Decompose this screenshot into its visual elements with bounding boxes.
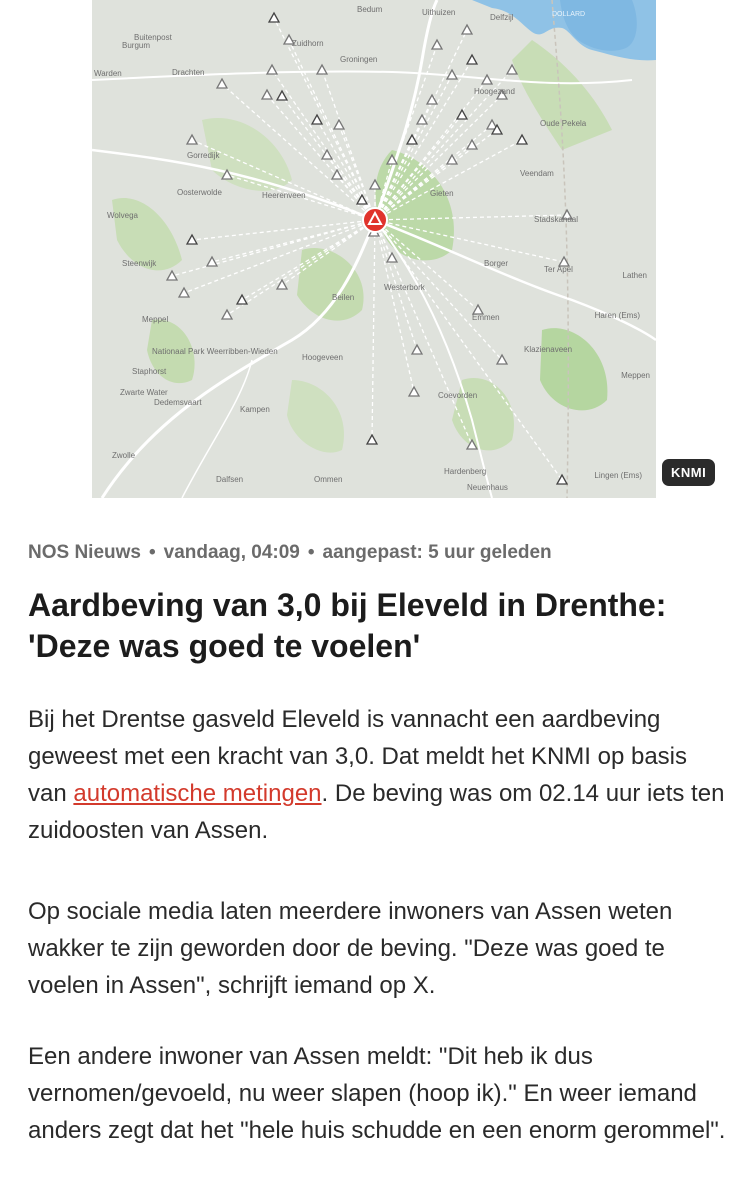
station-icon[interactable] <box>167 271 177 280</box>
paragraph-text: . De beving was om 02.14 uur iets ten zuidoosten van Assen. <box>28 780 725 844</box>
place-label: Dedemsvaart <box>154 398 202 407</box>
station-icon[interactable] <box>462 25 472 34</box>
place-label: Hoogezand <box>474 87 515 96</box>
automatische-metingen-link[interactable]: automatische metingen <box>73 780 322 807</box>
place-label: Dalfsen <box>216 475 244 484</box>
article-paragraph-1 <box>28 701 728 849</box>
separator-dot: • <box>307 542 315 563</box>
place-label: Zwarte Water <box>120 388 168 397</box>
station-icon[interactable] <box>334 120 344 129</box>
place-label: Borger <box>484 259 509 268</box>
source-label: NOS Nieuws <box>28 542 141 563</box>
station-icon[interactable] <box>557 475 567 484</box>
separator-dot: • <box>148 542 156 563</box>
place-label: Neuenhaus <box>467 483 508 492</box>
headline-line-1: Aardbeving van 3,0 bij Eleveld in Drenthe: <box>28 587 667 623</box>
place-label: Nationaal Park Weerribben-Wieden <box>152 347 278 356</box>
place-label: Emmen <box>472 313 500 322</box>
place-label: Lathen <box>622 271 647 280</box>
station-icon[interactable] <box>427 95 437 104</box>
place-label: Wolvega <box>107 211 138 220</box>
green-area <box>452 378 514 450</box>
station-icon[interactable] <box>179 288 189 297</box>
station-icon[interactable] <box>269 13 279 22</box>
station-icon[interactable] <box>409 387 419 396</box>
place-label: Steenwijk <box>122 259 157 268</box>
place-label: Groningen <box>340 55 378 64</box>
place-label: Heerenveen <box>262 191 306 200</box>
place-label: Stadskanaal <box>534 215 579 224</box>
distance-line <box>372 220 375 440</box>
place-label: Meppel <box>142 315 169 324</box>
place-label: Hoogeveen <box>302 353 343 362</box>
earthquake-map[interactable] <box>92 0 656 498</box>
station-icon[interactable] <box>277 91 287 100</box>
place-label: Burgum <box>122 41 151 50</box>
place-label: Klazienaveen <box>524 345 573 354</box>
place-label: Warden <box>94 69 122 78</box>
updated-time: aangepast: 5 uur geleden <box>322 542 552 563</box>
article-meta <box>28 542 552 564</box>
place-label: Beilen <box>332 293 355 302</box>
place-label: Delfzijl <box>490 13 514 22</box>
station-icon[interactable] <box>262 90 272 99</box>
map-graphic <box>92 0 656 498</box>
station-icon[interactable] <box>187 135 197 144</box>
station-icon[interactable] <box>237 295 247 304</box>
place-label: Kampen <box>240 405 270 414</box>
station-icon[interactable] <box>367 435 377 444</box>
place-label: DOLLARD <box>552 11 586 18</box>
station-icon[interactable] <box>217 79 227 88</box>
headline-line-2: 'Deze was goed te voelen' <box>28 628 421 664</box>
distance-line <box>339 125 375 220</box>
place-label: Buitenpost <box>134 33 172 42</box>
place-label: Coevorden <box>438 391 478 400</box>
place-label: Oude Pekela <box>540 119 587 128</box>
place-label: Zuidhorn <box>292 39 324 48</box>
article-paragraph-3: Een andere inwoner van Assen meldt: "Dit heb ik dus vernomen/gevoeld, nu weer slapen (hoop ik)." En weer iemand anders zegt dat het "hele huis schudde en een enorm gerommel". <box>28 1043 726 1144</box>
station-icon[interactable] <box>517 135 527 144</box>
green-area <box>287 380 344 453</box>
image-credit-badge: KNMI <box>662 459 715 486</box>
article-headline <box>28 585 728 667</box>
place-label: Uithuizen <box>422 8 456 17</box>
station-icon[interactable] <box>432 40 442 49</box>
place-label: Veendam <box>520 169 554 178</box>
green-area <box>375 150 454 260</box>
paragraph-text: Bij het Drentse gasveld Eleveld is vannacht een aardbeving geweest met een kracht van 3,0. Dat meldt het KNMI op basis van <box>28 706 687 807</box>
place-label: Lingen (Ems) <box>594 471 642 480</box>
water-dollard <box>560 0 637 51</box>
place-label: Oosterwolde <box>177 188 222 197</box>
station-icon[interactable] <box>222 310 232 319</box>
station-icon[interactable] <box>447 155 457 164</box>
green-area <box>297 248 364 321</box>
place-label: Hardenberg <box>444 467 487 476</box>
article-paragraph-2: Op sociale media laten meerdere inwoners van Assen weten wakker te zijn geworden door de beving. "Deze was goed te voelen in Assen", schrijft iemand op X. <box>28 898 673 999</box>
station-icon[interactable] <box>187 235 197 244</box>
place-label: Westerbork <box>384 283 425 292</box>
article-image <box>0 0 748 498</box>
place-label: Bedum <box>357 5 383 14</box>
station-icon[interactable] <box>267 65 277 74</box>
place-label: Ommen <box>314 475 343 484</box>
place-label: Drachten <box>172 68 205 77</box>
place-label: Gorredijk <box>187 151 220 160</box>
place-label: Staphorst <box>132 367 167 376</box>
published-time: vandaag, 04:09 <box>163 542 300 563</box>
place-label: Meppen <box>621 371 650 380</box>
place-label: Haren (Ems) <box>594 311 640 320</box>
place-label: Zwolle <box>112 451 136 460</box>
place-label: Ter Apel <box>544 265 573 274</box>
green-area <box>540 328 607 410</box>
station-icon[interactable] <box>387 253 397 262</box>
place-label: Gieten <box>430 189 454 198</box>
station-icon[interactable] <box>467 55 477 64</box>
station-icon[interactable] <box>457 110 467 119</box>
station-icon[interactable] <box>312 115 322 124</box>
station-icon[interactable] <box>412 345 422 354</box>
station-icon[interactable] <box>317 65 327 74</box>
distance-line <box>212 220 375 262</box>
